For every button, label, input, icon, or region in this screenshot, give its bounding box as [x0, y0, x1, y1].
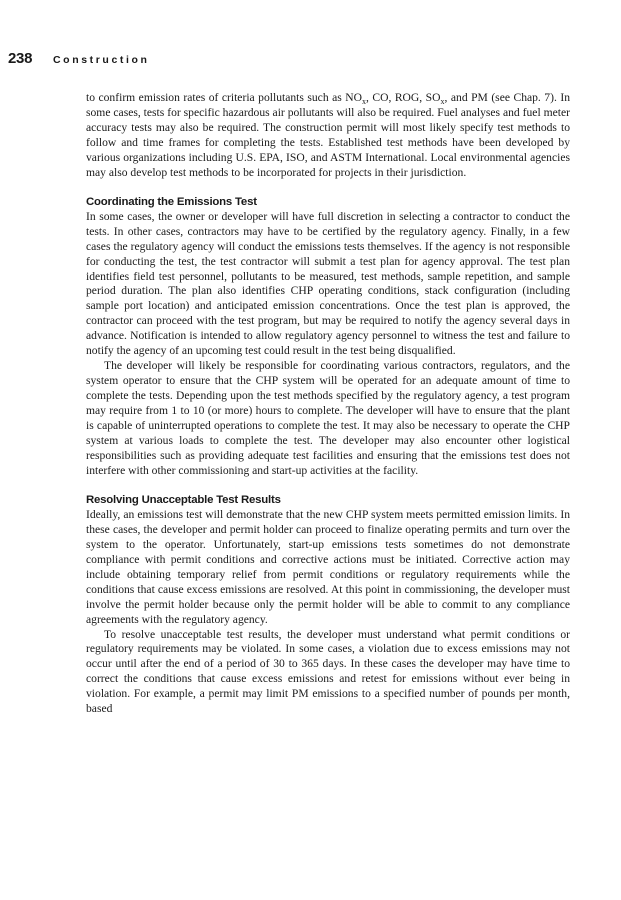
- running-head: [8, 50, 150, 66]
- section-heading-resolving: Resolving Unacceptable Test Results: [86, 493, 281, 506]
- paragraph-intro-part-2: , CO, ROG, SO: [365, 91, 441, 104]
- paragraph-coordinating-1: In some cases, the owner or developer will have full discretion in selecting a contractor to conduct the tests. In other cases, contractors may have to be certified by the regulatory agency. Finally, in a few cases the regulatory agency will conduct the emissions tests themselves. If the agency is not responsible for conducting the test, the test contractor will submit a test plan for agency approval. The test plan identifies field test personnel, pollutants to be measured, test methods, sample repetition, and sample period duration. The plan also identifies CHP operating conditions, stack configuration (including sample port location) and anticipated emission concentrations. Once the test plan is approved, the contractor can proceed with the test program, but may be required to notify the agency several days in advance. Notification is intended to allow regulatory agency personnel to witness the test and failure to notify the agency of an upcoming test could result in the test being disqualified.: [86, 209, 570, 358]
- chapter-title: Construction: [53, 54, 150, 66]
- paragraph-intro-part-1: to confirm emission rates of criteria pollutants such as NO: [86, 91, 362, 104]
- paragraph-coordinating-2: The developer will likely be responsible for coordinating various contractors, regulators, and the system operator to ensure that the CHP system will be operated for an adequate amount of time to complete the tests. Depending upon the test methods specified by the regulatory agency, a test program may require from 1 to 10 (or more) hours to complete. The developer will have to ensure that the plant is capable of uninterrupted operations to complete the test. It may also be necessary to operate the CHP system at various loads to complete the test. The developer may also encounter other logistical responsibilities such as providing adequate test facilities and ensuring that the emissions test does not interfere with other commissioning and start-up activities at the facility.: [86, 359, 570, 477]
- section-heading-coordinating: Coordinating the Emissions Test: [86, 195, 257, 208]
- page-number: 238: [8, 50, 33, 67]
- paragraph-resolving-1: Ideally, an emissions test will demonstrate that the new CHP system meets permitted emission limits. In these cases, the developer and permit holder can proceed to finalize operating permits and turn over the system to the operator. Unfortunately, start-up emissions tests sometimes do not demonstrate compliance with permit conditions and corrective actions must be initiated. Corrective action may include obtaining temporary relief from permit conditions or regulatory requirements while the conditions that cause excess emissions are resolved. At this point in commissioning, the developer must involve the permit holder because only the permit holder will be able to commit to any compliance agreements with the regulatory agency.: [86, 507, 570, 626]
- paragraph-resolving-2: To resolve unacceptable test results, the developer must understand what permit conditions or regulatory requirements may be violated. In some cases, a violation due to excess emissions may not occur until after the end of a period of 30 to 365 days. In these cases the developer may have time to correct the conditions that cause excess emissions and retest for emissions without ever being in violation. For example, a permit may limit PM emissions to a specified number of pounds per month, based: [86, 627, 570, 716]
- paragraph-intro-part-3: , and PM (see Chap. 7). In some cases, tests for specific hazardous air pollutants will also be required. Fuel analyses and fuel meter accuracy tests may also be required. The construction permit will most likely specify test methods to follow and time frames for completing the tests. Established test methods have been developed by various organizations including U.S. EPA, ISO, and ASTM International. Local environmental agencies may also develop test methods to be incorporated for projects in their jurisdiction.: [86, 91, 570, 179]
- subscript-x-1: x: [361, 97, 366, 106]
- subscript-x-2: x: [440, 97, 445, 106]
- body-text: [86, 91, 570, 717]
- paragraph-intro: [86, 91, 570, 181]
